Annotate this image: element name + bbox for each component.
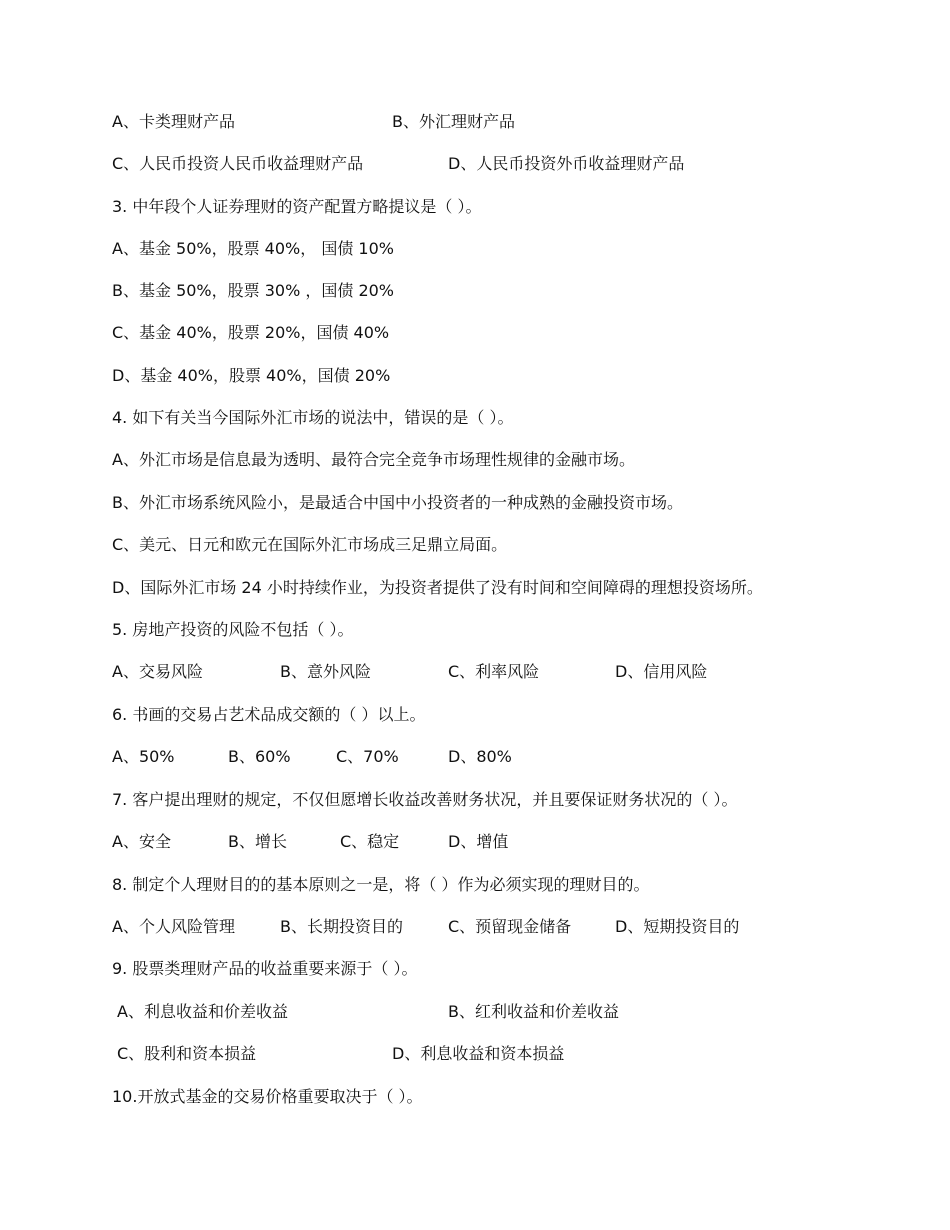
- q8-option-b: B、长期投资目的: [280, 917, 403, 936]
- q6-option-b: B、60%: [228, 747, 291, 766]
- q4-option-a: A、外汇市场是信息最为透明、最符合完全竞争市场理性规律的金融市场。: [112, 450, 635, 469]
- q9-option-a: A、利息收益和价差收益: [117, 1002, 288, 1021]
- q3-option-b: B、基金 50%，股票 30% ，国债 20%: [112, 281, 395, 300]
- q9-question: 9. 股票类理财产品的收益重要来源于（ ）。: [112, 959, 418, 978]
- q2-option-c: C、人民币投资人民币收益理财产品: [112, 154, 364, 173]
- q3-option-c: C、基金 40%，股票 20%，国债 40%: [112, 323, 390, 342]
- q7-option-c: C、稳定: [340, 832, 400, 851]
- q9-option-b: B、红利收益和价差收益: [448, 1002, 619, 1021]
- q3-option-d: D、基金 40%，股票 40%，国债 20%: [112, 366, 391, 385]
- q7-question: 7. 客户提出理财的规定，不仅但愿增长收益改善财务状况，并且要保证财务状况的（ ）。: [112, 790, 738, 809]
- q4-option-b: B、外汇市场系统风险小，是最适合中国中小投资者的一种成熟的金融投资市场。: [112, 493, 683, 512]
- q6-question: 6. 书画的交易占艺术品成交额的（ ）以上。: [112, 705, 426, 724]
- q6-option-d: D、80%: [448, 747, 512, 766]
- q2-option-b: B、外汇理财产品: [392, 112, 515, 131]
- q5-option-c: C、利率风险: [448, 662, 540, 681]
- q2-option-a: A、卡类理财产品: [112, 112, 235, 131]
- q2-option-d: D、人民币投资外币收益理财产品: [448, 154, 685, 173]
- q7-option-d: D、增值: [448, 832, 509, 851]
- q7-option-b: B、增长: [228, 832, 287, 851]
- q6-option-c: C、70%: [336, 747, 399, 766]
- q5-option-b: B、意外风险: [280, 662, 371, 681]
- q9-option-c: C、股利和资本损益: [117, 1044, 257, 1063]
- q8-option-d: D、短期投资目的: [615, 917, 740, 936]
- q5-question: 5. 房地产投资的风险不包括（ ）。: [112, 620, 354, 639]
- q5-option-d: D、信用风险: [615, 662, 708, 681]
- q4-option-d: D、国际外汇市场 24 小时持续作业，为投资者提供了没有时间和空间障碍的理想投资场所。: [112, 578, 763, 597]
- q4-question: 4. 如下有关当今国际外汇市场的说法中，错误的是（ ）。: [112, 408, 514, 427]
- q9-option-d: D、利息收益和资本损益: [392, 1044, 565, 1063]
- q6-option-a: A、50%: [112, 747, 175, 766]
- q4-option-c: C、美元、日元和欧元在国际外汇市场成三足鼎立局面。: [112, 535, 508, 554]
- q10-question: 10.开放式基金的交易价格重要取决于（ ）。: [112, 1087, 423, 1106]
- q7-option-a: A、安全: [112, 832, 171, 851]
- q8-question: 8. 制定个人理财目的的基本原则之一是，将（ ）作为必须实现的理财目的。: [112, 875, 650, 894]
- q3-option-a: A、基金 50%，股票 40%， 国债 10%: [112, 239, 394, 258]
- q3-question: 3. 中年段个人证券理财的资产配置方略提议是（ ）。: [112, 197, 482, 216]
- q8-option-c: C、预留现金储备: [448, 917, 572, 936]
- q5-option-a: A、交易风险: [112, 662, 203, 681]
- q8-option-a: A、个人风险管理: [112, 917, 235, 936]
